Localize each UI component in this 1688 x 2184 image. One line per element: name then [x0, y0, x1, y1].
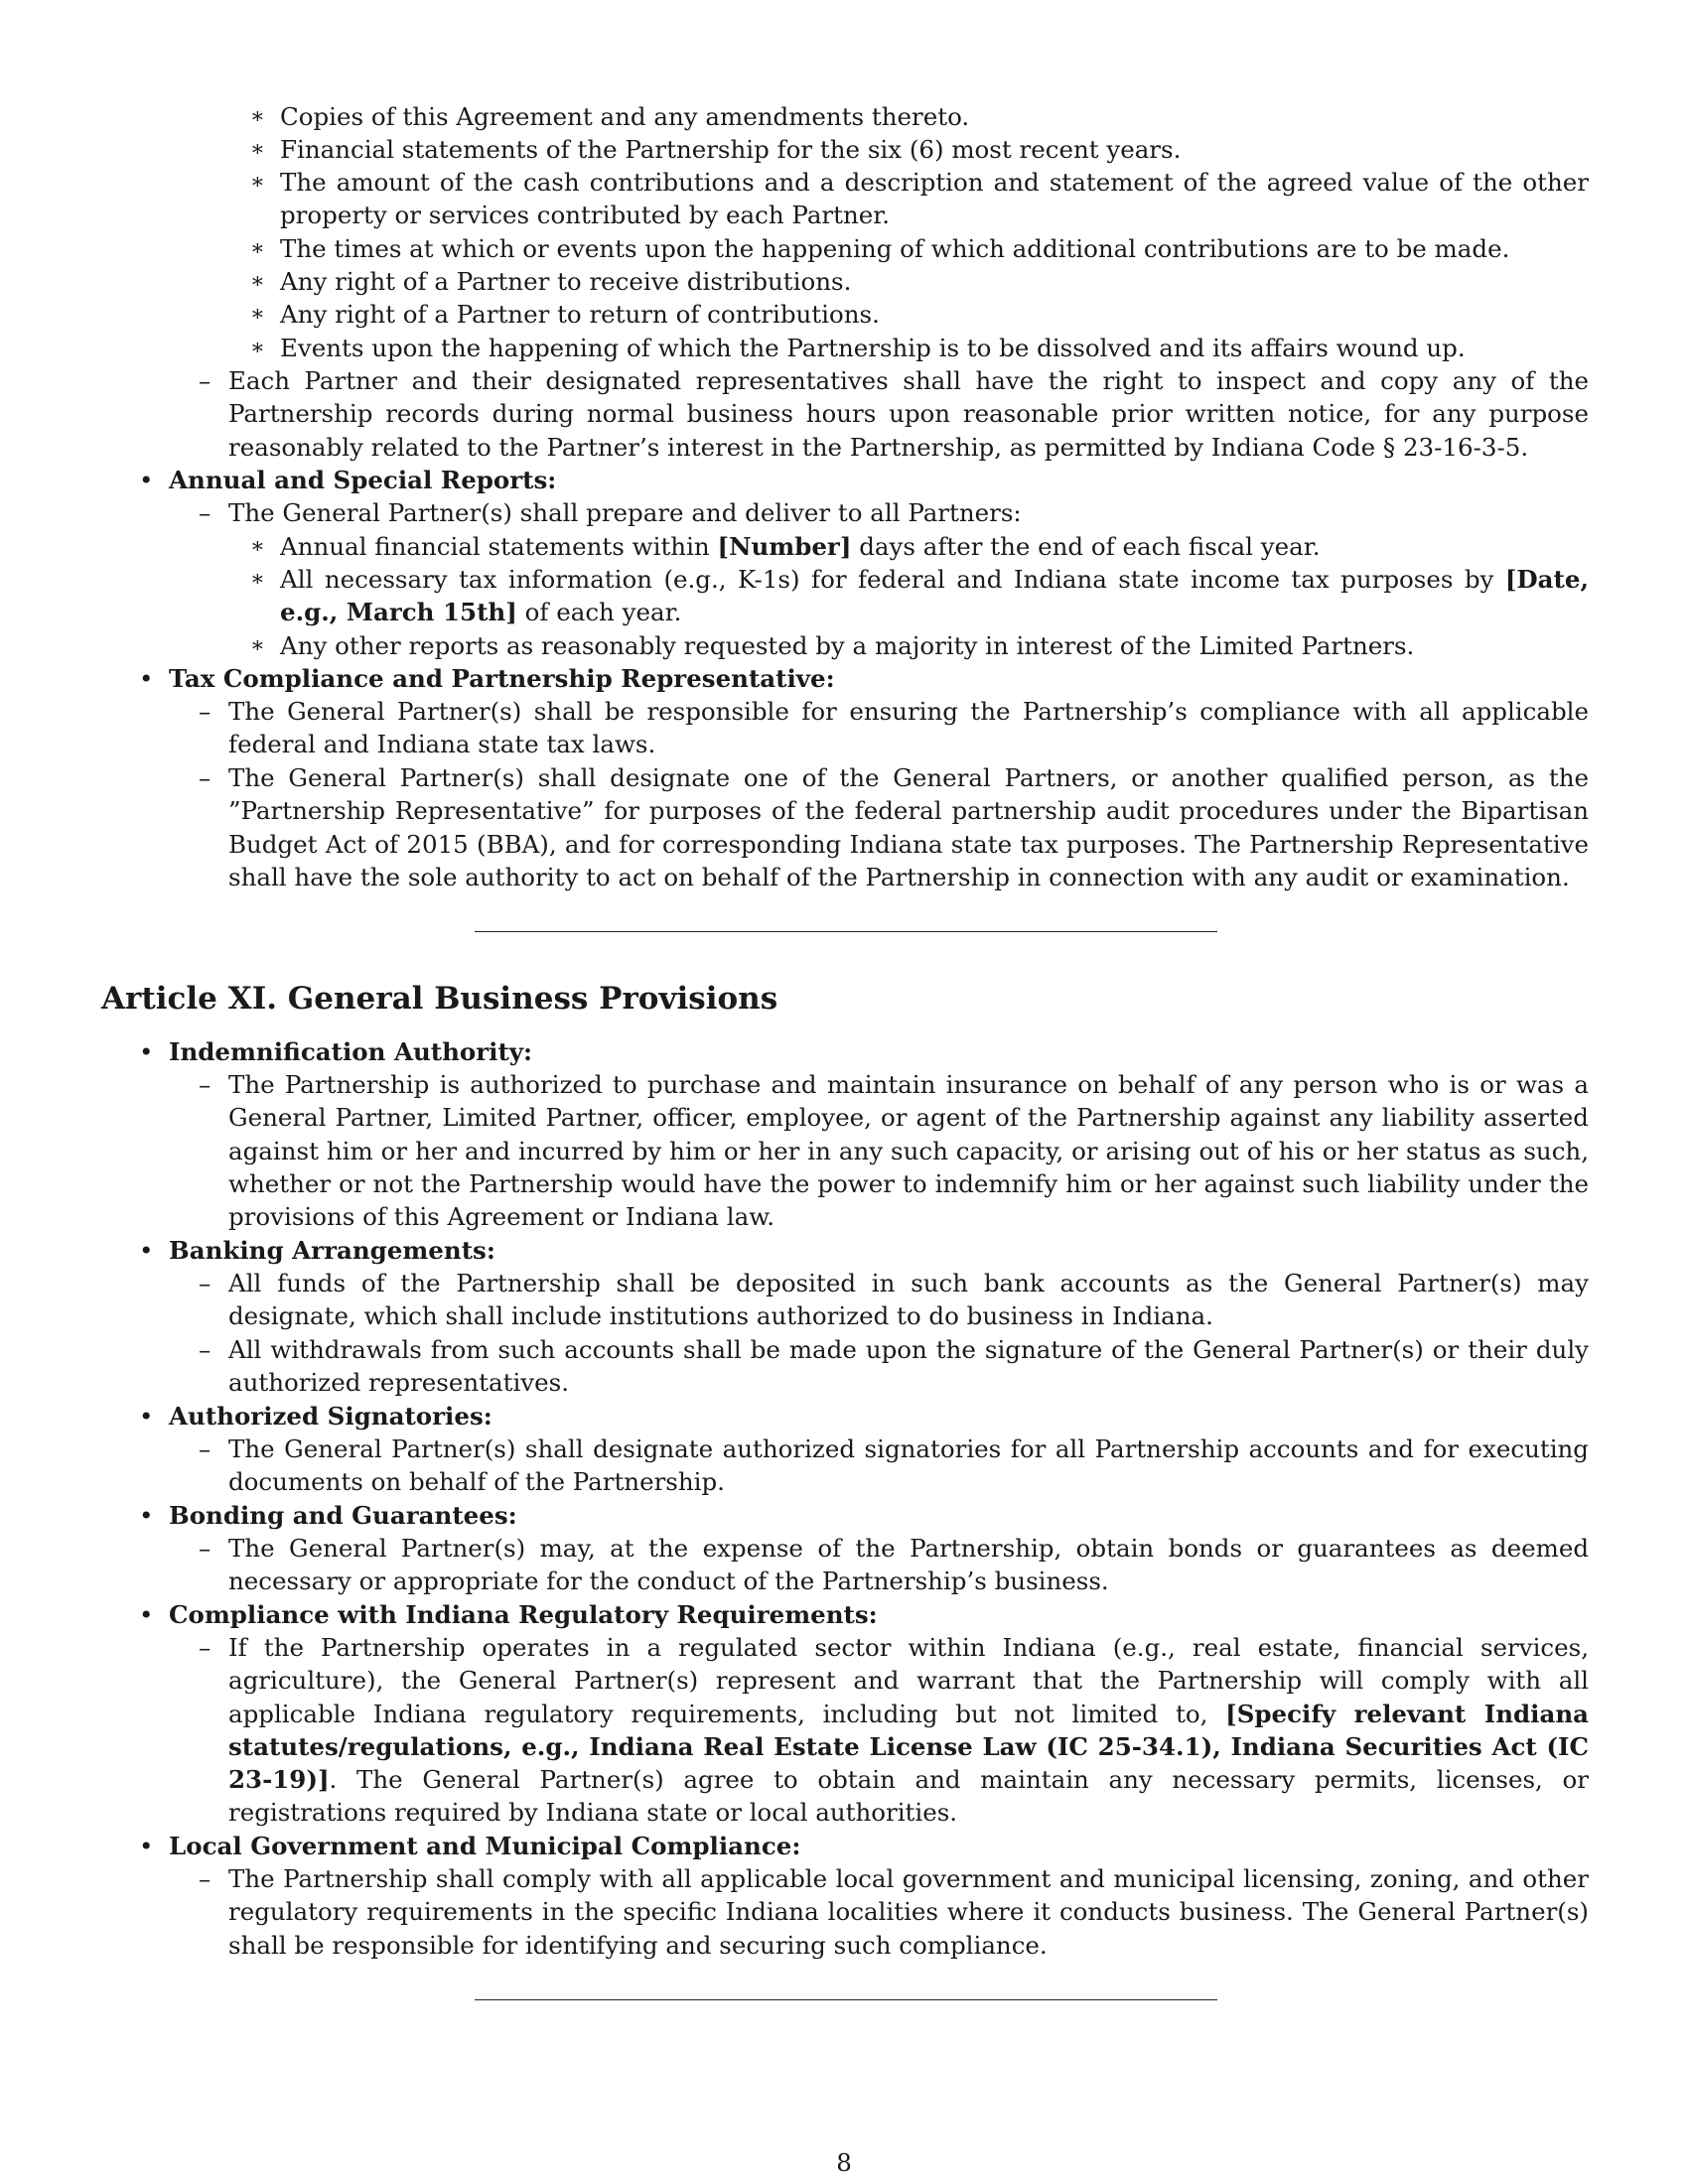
- reports-item-1: ∗ Annual financial statements within [Number] days after the end of each fiscal year.: [250, 532, 1321, 561]
- local-heading: • Local Government and Municipal Compliance:: [139, 1832, 801, 1860]
- reports-item-2: ∗ All necessary tax information (e.g., K-1s) for federal and Indiana state income tax purposes by [Date, e.g., March 15th] of each year.: [250, 565, 1589, 627]
- records-item-5: ∗ Any right of a Partner to receive distributions.: [250, 267, 852, 296]
- records-item-2: ∗ Financial statements of the Partnership for the six (6) most recent years.: [250, 135, 1182, 164]
- records-item-6: ∗ Any right of a Partner to return of contributions.: [250, 300, 880, 329]
- records-item-1: ∗ Copies of this Agreement and any amendments thereto.: [250, 102, 970, 131]
- signatories-text: – The General Partner(s) shall designate authorized signatories for all Partnership accounts and for executing documents on behalf of the Partnership.: [199, 1434, 1589, 1497]
- banking-item-2: – All withdrawals from such accounts shall be made upon the signature of the General Partner(s) or their duly authorized representatives.: [199, 1335, 1589, 1398]
- reports-heading: • Annual and Special Reports:: [139, 466, 557, 494]
- records-item-4: ∗ The times at which or events upon the happening of which additional contributions are to be made.: [250, 234, 1510, 263]
- reports-item-3: ∗ Any other reports as reasonably requested by a majority in interest of the Limited Partners.: [250, 631, 1415, 660]
- records-item-3: ∗ The amount of the cash contributions and a description and statement of the agreed value of the other property or services contributed by each Partner.: [250, 168, 1589, 230]
- local-text: – The Partnership shall comply with all applicable local government and municipal licensing, zoning, and other regulatory requirements in the specific Indiana localities where it conducts business. The General Partner(s) shall be responsible for identifying and securing such compliance.: [199, 1864, 1589, 1960]
- indemnification-heading: • Indemnification Authority:: [139, 1037, 533, 1066]
- indemnification-text: – The Partnership is authorized to purchase and maintain insurance on behalf of any person who is or was a General Partner, Limited Partner, officer, employee, or agent of the Partnership against any liability asserted against him or her and incurred by him or her in any such capacity, or arising out of his or her status as such, whether or not the Partnership would have the power to indemnify him or her against such liability under the provisions of this Agreement or Indiana law.: [199, 1070, 1589, 1232]
- bonding-text: – The General Partner(s) may, at the expense of the Partnership, obtain bonds or guarantees as deemed necessary or appropriate for the conduct of the Partnership’s business.: [199, 1534, 1589, 1596]
- reports-intro: – The General Partner(s) shall prepare and deliver to all Partners:: [199, 498, 1022, 527]
- tax-item-1: – The General Partner(s) shall be responsible for ensuring the Partnership’s compliance with all applicable federal and Indiana state tax laws.: [199, 697, 1589, 759]
- inspection-rights: – Each Partner and their designated representatives shall have the right to inspect and copy any of the Partnership records during normal business hours upon reasonable prior written notice, for any purpose reasonably related to the Partner’s interest in the Partnership, as permitted by Indiana Code § 23-16-3-5.: [199, 366, 1589, 462]
- regulatory-heading: • Compliance with Indiana Regulatory Requirements:: [139, 1600, 878, 1629]
- banking-heading: • Banking Arrangements:: [139, 1236, 495, 1265]
- signatories-heading: • Authorized Signatories:: [139, 1402, 492, 1431]
- bonding-heading: • Bonding and Guarantees:: [139, 1501, 517, 1530]
- article-heading: Article XI. General Business Provisions: [101, 981, 778, 1017]
- regulatory-text: – If the Partnership operates in a regulated sector within Indiana (e.g., real estate, financial services, agriculture), the General Partner(s) represent and warrant that the Partnership will comply with all applicable Indiana regulatory requirements, including but not limited to, [Specify relevant Indiana statutes/regulations, e.g., Indiana Real Estate License Law (IC 25-34.1), Indiana Securities Act (IC 23-19)]. The General Partner(s) agree to obtain and maintain any necessary permits, licenses, or registrations required by Indiana state or local authorities.: [199, 1633, 1590, 1828]
- section-divider-bottom: [475, 1999, 1217, 2000]
- section-divider: [475, 931, 1217, 932]
- banking-item-1: – All funds of the Partnership shall be deposited in such bank accounts as the General Partner(s) may designate, which shall include institutions authorized to do business in Indiana.: [199, 1269, 1589, 1331]
- tax-item-2: – The General Partner(s) shall designate one of the General Partners, or another qualified person, as the ”Partnership Representative” for purposes of the federal partnership audit procedures under the Bipartisan Budget Act of 2015 (BBA), and for corresponding Indiana state tax purposes. The Partnership Representative shall have the sole authority to act on behalf of the Partnership in connection with any audit or examination.: [199, 763, 1589, 891]
- tax-heading: • Tax Compliance and Partnership Representative:: [139, 664, 835, 693]
- records-item-7: ∗ Events upon the happening of which the Partnership is to be dissolved and its affairs wound up.: [250, 334, 1466, 362]
- page-number: 8: [836, 2148, 852, 2177]
